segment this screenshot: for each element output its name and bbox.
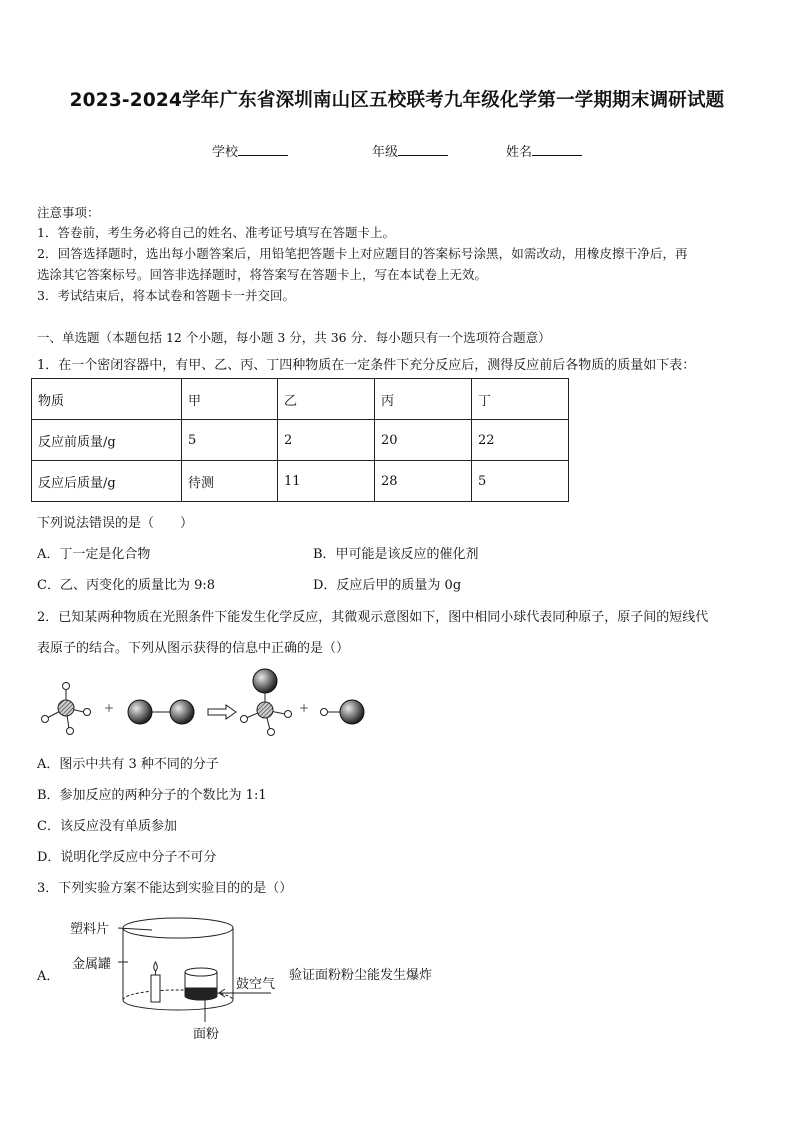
table-cell: 甲 (182, 379, 278, 420)
notice-item-3: 3．考试结束后，将本试卷和答题卡一并交回。 (37, 288, 295, 303)
label-metal-can: 金属罐 (72, 957, 112, 972)
q1-option-c: C．乙、丙变化的质量比为 9:8 (37, 578, 216, 593)
page-title: 2023-2024学年广东省深圳南山区五校联考九年级化学第一学期期末调研试题 (69, 90, 725, 111)
table-cell: 11 (278, 461, 375, 502)
grade-label: 年级 (372, 145, 399, 160)
reactant-molecule-1 (42, 683, 91, 735)
label-blow-air: 鼓空气 (236, 977, 276, 992)
table-cell: 丁 (472, 379, 569, 420)
can-top-rim (123, 918, 233, 938)
table-cell: 丙 (375, 379, 472, 420)
table-cell: 28 (375, 461, 472, 502)
q3-stem: 3．下列实验方案不能达到实验目的的是（） (37, 881, 293, 896)
reaction-arrow (208, 705, 236, 719)
q3-option-a-label: A． (37, 969, 60, 984)
can-bottom-front (123, 1000, 233, 1010)
q2-option-c: C．该反应没有单质参加 (37, 819, 177, 834)
table-cell: 反应前质量/g (32, 420, 182, 461)
q1-option-a: A．丁一定是化合物 (37, 547, 151, 562)
q2-stem-line2: 表原子的结合。下列从图示获得的信息中正确的是（） (37, 641, 350, 656)
q2-option-d: D．说明化学反应中分子不可分 (37, 850, 217, 865)
q1-question: 下列说法错误的是（ ） (37, 516, 194, 531)
q1-option-b: B．甲可能是该反应的催化剂 (313, 547, 479, 562)
flour (185, 988, 217, 996)
table-cell: 5 (182, 420, 278, 461)
table-cell: 20 (375, 420, 472, 461)
q3-apparatus (118, 918, 271, 1022)
table-cell: 待测 (182, 461, 278, 502)
notice-heading: 注意事项： (37, 205, 100, 220)
plus-sign-1: + (104, 701, 115, 715)
product-molecule-1 (241, 669, 292, 736)
table-cell: 22 (472, 420, 569, 461)
table-cell: 2 (278, 420, 375, 461)
q2-option-a: A．图示中共有 3 种不同的分子 (37, 757, 219, 772)
table-cell: 反应后质量/g (32, 461, 182, 502)
product-molecule-2 (321, 700, 365, 724)
q2-option-b: B．参加反应的两种分子的个数比为 1:1 (37, 788, 267, 803)
table-cell: 乙 (278, 379, 375, 420)
q2-stem-line1: 2．已知某两种物质在光照条件下能发生化学反应，其微观示意图如下，图中相同小球代表同种原子，原子间的短线代 (37, 610, 709, 625)
label-plastic-sheet: 塑料片 (70, 922, 110, 937)
candle (151, 975, 160, 1002)
flour-container-bottom (185, 996, 217, 1000)
notice-item-2b: 选涂其它答案标号。回答非选择题时，将答案写在答题卡上，写在本试卷上无效。 (37, 267, 488, 282)
section-heading: 一、单选题（本题包括 12 个小题，每小题 3 分，共 36 分．每小题只有一个选项符合题意） (37, 330, 551, 345)
q3-option-a-text: 验证面粉粉尘能发生爆炸 (289, 968, 433, 983)
name-label: 姓名 (506, 145, 533, 160)
q1-stem: 1．在一个密闭容器中，有甲、乙、丙、丁四种物质在一定条件下充分反应后，测得反应前后各物质的质量如下表： (37, 358, 696, 373)
school-label: 学校 (212, 145, 239, 160)
plus-sign-2: + (299, 701, 310, 715)
candle-flame (154, 962, 158, 971)
notice-item-2a: 2．回答选择题时，选出每小题答案后，用铅笔把答题卡上对应题目的答案标号涂黑，如需改动，用橡皮擦干净后，再 (37, 246, 688, 261)
flour-container-top (185, 968, 217, 976)
table-cell: 物质 (32, 379, 182, 420)
notice-item-1: 1．答卷前，考生务必将自己的姓名、准考证号填写在答题卡上。 (37, 225, 395, 240)
q1-option-d: D．反应后甲的质量为 0g (313, 578, 462, 593)
table-cell: 5 (472, 461, 569, 502)
label-flour: 面粉 (193, 1027, 220, 1042)
reactant-molecule-2 (128, 700, 194, 724)
